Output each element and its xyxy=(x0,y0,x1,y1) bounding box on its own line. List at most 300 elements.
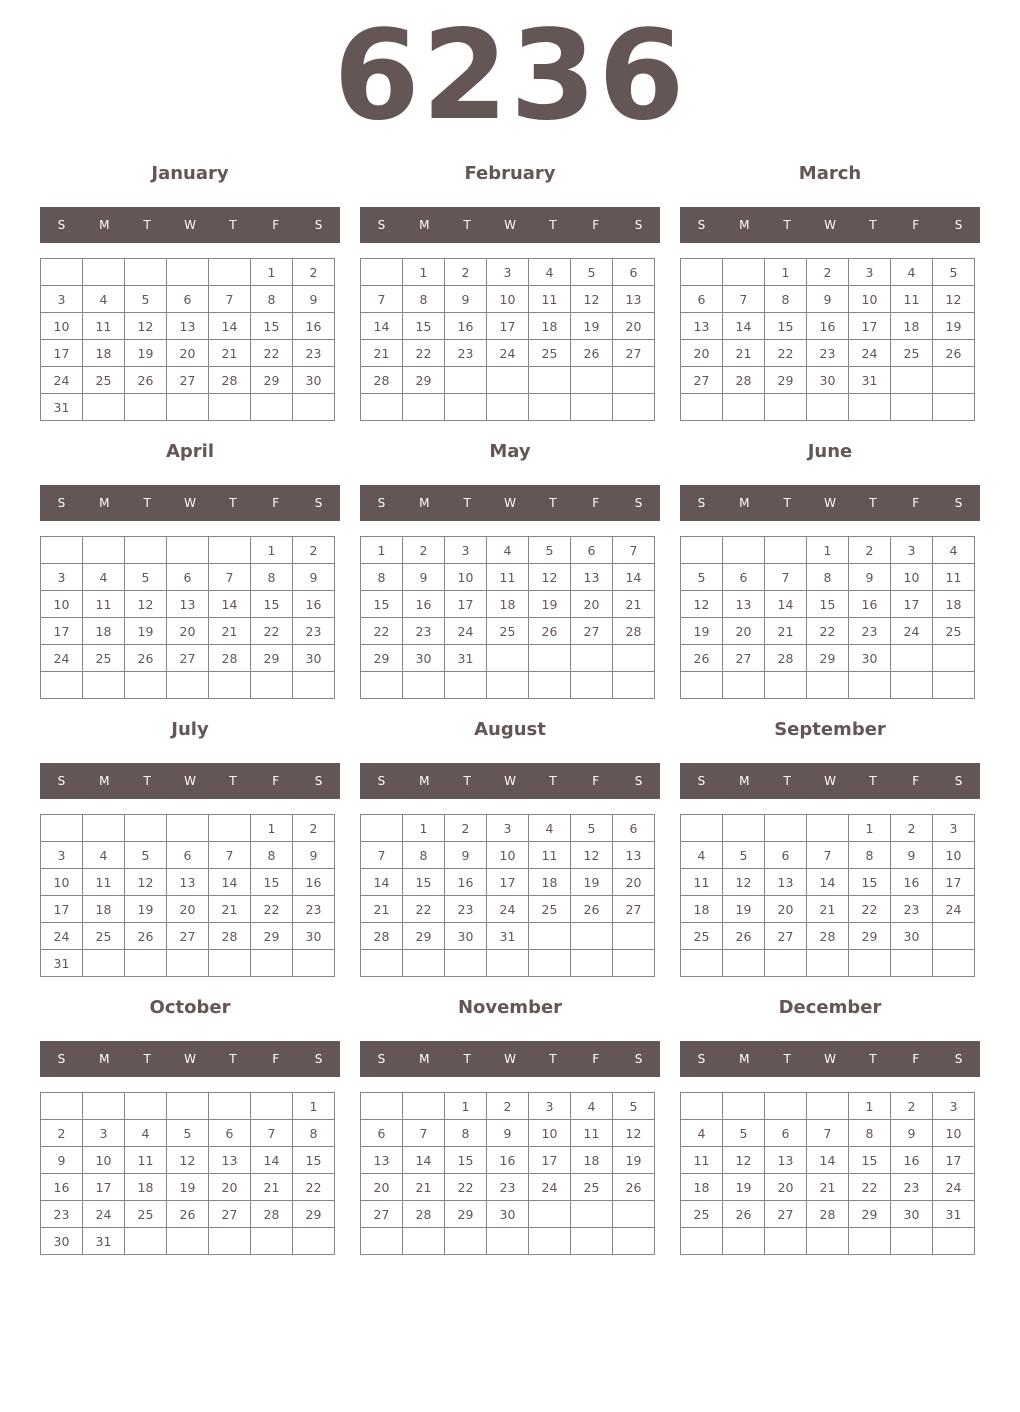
day-grid xyxy=(360,814,655,977)
day-cell xyxy=(571,394,613,421)
day-cell: 6 xyxy=(571,537,613,564)
day-cell: 18 xyxy=(83,340,125,367)
day-cell: 26 xyxy=(681,645,723,672)
day-cell: 13 xyxy=(571,564,613,591)
day-cell: 28 xyxy=(361,923,403,950)
day-cell: 1 xyxy=(849,1093,891,1120)
month-name: May xyxy=(489,441,531,462)
day-cell: 16 xyxy=(293,591,335,618)
day-cell xyxy=(293,672,335,699)
weekday-label: S xyxy=(314,218,323,232)
day-cell: 29 xyxy=(251,645,293,672)
day-cell: 9 xyxy=(807,286,849,313)
week-row xyxy=(41,869,335,896)
week-row xyxy=(41,1228,335,1255)
weekday-label: W xyxy=(504,218,516,232)
day-cell: 8 xyxy=(849,1120,891,1147)
day-cell: 1 xyxy=(445,1093,487,1120)
day-cell xyxy=(891,645,933,672)
month-name: October xyxy=(149,997,231,1018)
day-cell: 17 xyxy=(41,340,83,367)
day-cell: 6 xyxy=(361,1120,403,1147)
weekday-label: S xyxy=(634,496,643,510)
day-cell: 17 xyxy=(487,869,529,896)
day-cell: 19 xyxy=(571,869,613,896)
day-cell: 1 xyxy=(293,1093,335,1120)
day-cell: 24 xyxy=(933,896,975,923)
day-cell: 28 xyxy=(765,645,807,672)
day-cell: 30 xyxy=(293,367,335,394)
day-cell: 17 xyxy=(849,313,891,340)
day-cell: 11 xyxy=(681,1147,723,1174)
day-cell: 17 xyxy=(529,1147,571,1174)
day-cell: 12 xyxy=(529,564,571,591)
day-cell xyxy=(83,672,125,699)
weekday-label: T xyxy=(549,218,557,232)
day-cell xyxy=(209,1228,251,1255)
day-cell: 22 xyxy=(403,340,445,367)
day-cell: 8 xyxy=(293,1120,335,1147)
day-cell: 26 xyxy=(613,1174,655,1201)
day-cell: 3 xyxy=(83,1120,125,1147)
day-cell: 3 xyxy=(487,815,529,842)
day-cell: 20 xyxy=(167,618,209,645)
day-cell xyxy=(41,815,83,842)
day-cell: 3 xyxy=(41,286,83,313)
day-cell: 15 xyxy=(445,1147,487,1174)
weekday-label: S xyxy=(634,774,643,788)
day-cell xyxy=(209,950,251,977)
day-cell: 11 xyxy=(529,286,571,313)
day-cell: 29 xyxy=(849,923,891,950)
day-cell: 20 xyxy=(167,340,209,367)
day-cell xyxy=(613,923,655,950)
day-cell: 27 xyxy=(167,923,209,950)
day-cell xyxy=(445,950,487,977)
day-cell: 21 xyxy=(403,1174,445,1201)
day-cell xyxy=(167,950,209,977)
day-cell: 18 xyxy=(681,1174,723,1201)
day-cell: 9 xyxy=(293,286,335,313)
day-cell: 29 xyxy=(251,923,293,950)
day-cell: 18 xyxy=(487,591,529,618)
day-cell: 5 xyxy=(125,564,167,591)
week-row xyxy=(681,950,975,977)
week-row xyxy=(681,313,975,340)
day-cell xyxy=(891,950,933,977)
day-cell xyxy=(361,672,403,699)
day-cell: 27 xyxy=(571,618,613,645)
day-cell: 25 xyxy=(487,618,529,645)
week-row xyxy=(361,672,655,699)
weekday-label: F xyxy=(592,774,600,788)
day-cell: 12 xyxy=(571,842,613,869)
day-cell: 7 xyxy=(361,286,403,313)
day-cell xyxy=(529,672,571,699)
day-cell: 12 xyxy=(125,591,167,618)
day-cell: 21 xyxy=(209,896,251,923)
day-cell: 1 xyxy=(361,537,403,564)
day-cell: 19 xyxy=(125,896,167,923)
day-cell: 22 xyxy=(293,1174,335,1201)
weekday-label: T xyxy=(783,218,791,232)
day-cell xyxy=(765,537,807,564)
day-cell: 28 xyxy=(251,1201,293,1228)
day-cell: 25 xyxy=(529,340,571,367)
day-cell: 9 xyxy=(403,564,445,591)
day-cell: 2 xyxy=(445,815,487,842)
week-row xyxy=(41,340,335,367)
day-cell xyxy=(529,923,571,950)
day-cell xyxy=(445,367,487,394)
weekday-label: F xyxy=(592,1052,600,1066)
weekday-label: T xyxy=(783,774,791,788)
day-cell xyxy=(933,367,975,394)
day-cell: 18 xyxy=(681,896,723,923)
week-row xyxy=(41,1147,335,1174)
day-cell: 15 xyxy=(251,313,293,340)
day-cell: 14 xyxy=(361,313,403,340)
day-cell: 15 xyxy=(403,313,445,340)
day-cell: 24 xyxy=(891,618,933,645)
week-row xyxy=(41,367,335,394)
day-cell: 12 xyxy=(167,1147,209,1174)
day-cell: 31 xyxy=(41,394,83,421)
day-cell: 14 xyxy=(723,313,765,340)
day-cell: 24 xyxy=(529,1174,571,1201)
weekday-label: M xyxy=(99,774,110,788)
day-cell: 21 xyxy=(251,1174,293,1201)
day-cell: 20 xyxy=(571,591,613,618)
day-cell xyxy=(487,1228,529,1255)
weekday-label: W xyxy=(184,496,196,510)
day-cell xyxy=(209,394,251,421)
day-cell: 13 xyxy=(361,1147,403,1174)
month-name: January xyxy=(151,163,229,184)
day-cell xyxy=(403,1093,445,1120)
week-row xyxy=(41,950,335,977)
weekday-label: M xyxy=(419,774,430,788)
weekday-header xyxy=(40,207,340,243)
day-cell xyxy=(403,950,445,977)
day-cell: 6 xyxy=(613,259,655,286)
day-cell: 27 xyxy=(209,1201,251,1228)
weekday-label: S xyxy=(954,774,963,788)
weekday-label: F xyxy=(272,774,280,788)
week-row xyxy=(361,394,655,421)
day-cell xyxy=(933,645,975,672)
day-cell: 23 xyxy=(891,1174,933,1201)
weekday-label: S xyxy=(697,774,706,788)
weekday-label: M xyxy=(99,1052,110,1066)
day-cell xyxy=(571,367,613,394)
day-cell xyxy=(167,537,209,564)
day-cell: 20 xyxy=(765,1174,807,1201)
day-cell: 30 xyxy=(293,645,335,672)
day-cell: 28 xyxy=(807,923,849,950)
day-cell: 17 xyxy=(83,1174,125,1201)
week-row xyxy=(41,537,335,564)
day-cell xyxy=(125,815,167,842)
day-cell: 3 xyxy=(849,259,891,286)
day-cell: 4 xyxy=(529,815,571,842)
weekday-label: M xyxy=(99,496,110,510)
day-grid xyxy=(680,536,975,699)
weekday-label: F xyxy=(912,218,920,232)
weekday-label: S xyxy=(954,1052,963,1066)
week-row xyxy=(681,842,975,869)
day-cell: 14 xyxy=(403,1147,445,1174)
day-cell: 22 xyxy=(849,1174,891,1201)
month-name: February xyxy=(464,163,556,184)
week-row xyxy=(41,815,335,842)
weekday-label: S xyxy=(57,496,66,510)
weekday-label: S xyxy=(634,218,643,232)
day-cell: 19 xyxy=(125,340,167,367)
day-cell xyxy=(807,394,849,421)
day-grid xyxy=(40,536,335,699)
day-cell xyxy=(849,1228,891,1255)
day-cell xyxy=(681,1093,723,1120)
day-cell: 5 xyxy=(613,1093,655,1120)
day-cell xyxy=(765,1093,807,1120)
weekday-label: T xyxy=(783,1052,791,1066)
day-cell: 25 xyxy=(571,1174,613,1201)
day-cell xyxy=(571,672,613,699)
day-cell xyxy=(723,259,765,286)
day-cell: 19 xyxy=(613,1147,655,1174)
day-cell xyxy=(251,672,293,699)
day-cell xyxy=(529,1201,571,1228)
day-cell xyxy=(765,672,807,699)
day-cell: 2 xyxy=(293,259,335,286)
day-cell: 24 xyxy=(445,618,487,645)
day-cell: 21 xyxy=(723,340,765,367)
day-cell xyxy=(445,672,487,699)
day-cell: 29 xyxy=(403,923,445,950)
day-cell: 9 xyxy=(445,286,487,313)
day-cell: 2 xyxy=(403,537,445,564)
day-cell: 22 xyxy=(251,896,293,923)
day-cell xyxy=(487,645,529,672)
day-cell xyxy=(681,537,723,564)
day-cell xyxy=(571,645,613,672)
day-cell: 5 xyxy=(125,842,167,869)
day-grid xyxy=(680,1092,975,1255)
day-cell: 6 xyxy=(167,564,209,591)
day-cell: 18 xyxy=(125,1174,167,1201)
day-cell xyxy=(445,394,487,421)
day-cell: 22 xyxy=(403,896,445,923)
day-cell xyxy=(167,1093,209,1120)
day-cell: 29 xyxy=(445,1201,487,1228)
day-cell: 8 xyxy=(251,842,293,869)
weekday-label: S xyxy=(697,496,706,510)
week-row xyxy=(41,286,335,313)
day-cell: 1 xyxy=(403,259,445,286)
day-cell: 7 xyxy=(403,1120,445,1147)
day-cell xyxy=(723,1093,765,1120)
day-cell: 17 xyxy=(41,618,83,645)
day-cell: 4 xyxy=(83,564,125,591)
day-cell: 14 xyxy=(209,869,251,896)
day-cell: 18 xyxy=(571,1147,613,1174)
week-row xyxy=(361,1120,655,1147)
week-row xyxy=(41,618,335,645)
week-row xyxy=(681,394,975,421)
day-cell: 4 xyxy=(681,1120,723,1147)
day-cell: 6 xyxy=(765,842,807,869)
day-cell: 4 xyxy=(571,1093,613,1120)
day-cell: 29 xyxy=(765,367,807,394)
weekday-label: M xyxy=(419,1052,430,1066)
day-cell: 11 xyxy=(933,564,975,591)
day-cell: 9 xyxy=(891,842,933,869)
day-cell: 8 xyxy=(445,1120,487,1147)
day-cell: 22 xyxy=(765,340,807,367)
day-cell: 21 xyxy=(765,618,807,645)
day-cell xyxy=(125,672,167,699)
weekday-label: T xyxy=(143,1052,151,1066)
weekday-label: F xyxy=(592,218,600,232)
day-cell xyxy=(723,394,765,421)
day-cell xyxy=(487,367,529,394)
day-cell: 9 xyxy=(293,842,335,869)
day-cell: 14 xyxy=(613,564,655,591)
day-cell: 31 xyxy=(849,367,891,394)
week-row xyxy=(41,1174,335,1201)
day-cell: 7 xyxy=(209,286,251,313)
weekday-label: T xyxy=(783,496,791,510)
day-cell: 3 xyxy=(445,537,487,564)
weekday-header xyxy=(360,485,660,521)
week-row xyxy=(681,645,975,672)
month-name: July xyxy=(171,719,209,740)
day-cell: 25 xyxy=(529,896,571,923)
weekday-label: F xyxy=(272,218,280,232)
weekday-label: S xyxy=(954,218,963,232)
day-cell xyxy=(293,1228,335,1255)
day-cell: 9 xyxy=(487,1120,529,1147)
weekday-label: T xyxy=(143,218,151,232)
day-cell: 5 xyxy=(933,259,975,286)
day-cell: 10 xyxy=(849,286,891,313)
weekday-label: S xyxy=(697,1052,706,1066)
day-cell xyxy=(167,394,209,421)
day-cell xyxy=(403,394,445,421)
day-cell: 17 xyxy=(487,313,529,340)
day-cell: 25 xyxy=(83,367,125,394)
day-cell: 16 xyxy=(487,1147,529,1174)
day-cell xyxy=(167,672,209,699)
day-cell: 25 xyxy=(83,923,125,950)
weekday-label: S xyxy=(377,1052,386,1066)
weekday-label: T xyxy=(549,1052,557,1066)
day-cell: 20 xyxy=(613,313,655,340)
day-cell: 5 xyxy=(681,564,723,591)
day-cell: 13 xyxy=(765,869,807,896)
weekday-label: M xyxy=(739,496,750,510)
day-cell xyxy=(529,367,571,394)
day-cell xyxy=(571,1228,613,1255)
week-row xyxy=(361,1228,655,1255)
day-cell xyxy=(361,1093,403,1120)
day-cell xyxy=(125,950,167,977)
day-cell: 19 xyxy=(681,618,723,645)
day-cell: 31 xyxy=(83,1228,125,1255)
week-row xyxy=(41,896,335,923)
day-cell: 21 xyxy=(807,896,849,923)
day-cell: 15 xyxy=(403,869,445,896)
day-cell: 19 xyxy=(933,313,975,340)
week-row xyxy=(681,923,975,950)
day-cell: 23 xyxy=(807,340,849,367)
day-cell: 21 xyxy=(209,340,251,367)
day-cell: 2 xyxy=(293,537,335,564)
weekday-header xyxy=(680,763,980,799)
week-row xyxy=(361,869,655,896)
day-cell: 8 xyxy=(361,564,403,591)
day-cell: 3 xyxy=(487,259,529,286)
day-cell: 17 xyxy=(933,869,975,896)
weekday-label: M xyxy=(419,218,430,232)
day-cell: 27 xyxy=(361,1201,403,1228)
day-cell: 8 xyxy=(403,286,445,313)
week-row xyxy=(681,869,975,896)
weekday-label: S xyxy=(377,774,386,788)
day-cell: 11 xyxy=(83,313,125,340)
day-cell xyxy=(403,672,445,699)
day-cell xyxy=(125,537,167,564)
day-grid xyxy=(360,258,655,421)
day-cell: 14 xyxy=(251,1147,293,1174)
day-cell xyxy=(681,815,723,842)
day-cell: 10 xyxy=(83,1147,125,1174)
day-cell: 24 xyxy=(849,340,891,367)
day-cell xyxy=(41,537,83,564)
day-cell xyxy=(613,367,655,394)
day-cell: 4 xyxy=(83,842,125,869)
day-cell: 27 xyxy=(167,645,209,672)
week-row xyxy=(361,537,655,564)
day-cell: 27 xyxy=(765,923,807,950)
week-row xyxy=(361,1201,655,1228)
day-cell: 17 xyxy=(41,896,83,923)
day-cell xyxy=(445,1228,487,1255)
day-cell xyxy=(891,1228,933,1255)
day-cell: 21 xyxy=(361,340,403,367)
day-cell: 22 xyxy=(807,618,849,645)
day-cell: 23 xyxy=(891,896,933,923)
day-cell xyxy=(681,394,723,421)
weekday-label: S xyxy=(314,1052,323,1066)
day-cell xyxy=(251,950,293,977)
month-name: August xyxy=(474,719,546,740)
day-cell: 17 xyxy=(933,1147,975,1174)
day-cell xyxy=(167,259,209,286)
day-cell: 16 xyxy=(891,1147,933,1174)
day-cell: 16 xyxy=(403,591,445,618)
day-cell: 14 xyxy=(209,591,251,618)
day-cell: 5 xyxy=(571,259,613,286)
day-cell: 11 xyxy=(891,286,933,313)
day-cell: 7 xyxy=(209,842,251,869)
day-cell xyxy=(487,950,529,977)
day-cell: 6 xyxy=(209,1120,251,1147)
week-row xyxy=(681,1093,975,1120)
day-cell: 11 xyxy=(125,1147,167,1174)
day-cell: 8 xyxy=(807,564,849,591)
